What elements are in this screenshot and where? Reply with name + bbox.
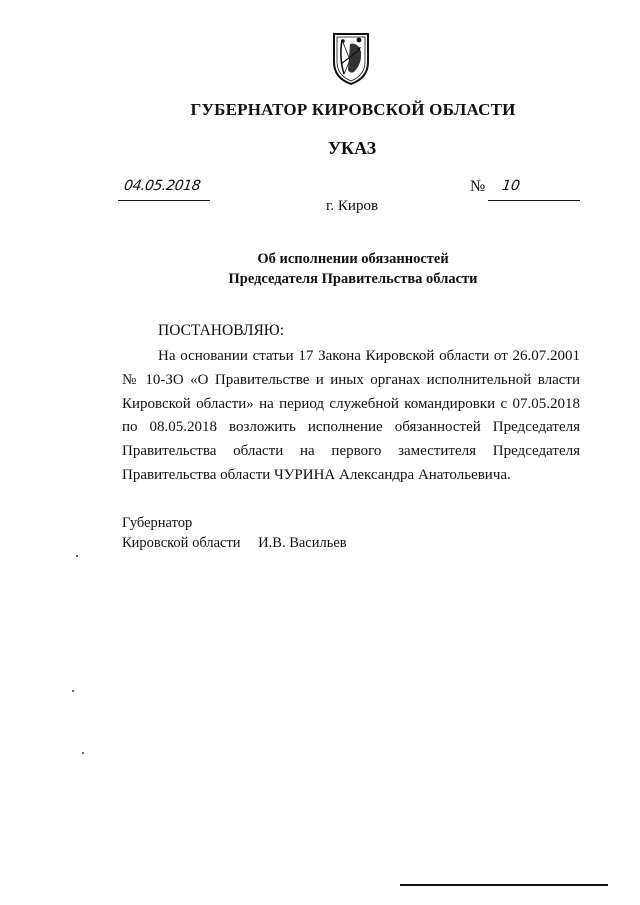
decree-word: ПОСТАНОВЛЯЮ: (158, 322, 285, 339)
city: г. Киров (325, 198, 379, 214)
number-label: № (470, 178, 486, 195)
subject-line-1: Об исполнении обязанностей (257, 251, 449, 267)
subject-line-2: Председателя Правительства области (228, 271, 478, 287)
signatory-region: Кировской области (122, 535, 241, 551)
scan-speck (72, 690, 74, 692)
document-type: УКАЗ (327, 138, 377, 158)
signatory-title-line-2 (122, 533, 347, 553)
document-number: 10 (500, 178, 521, 194)
signatory-title-line-1: Губернатор (122, 515, 193, 531)
document-date: 04.05.2018 (122, 178, 202, 194)
body-paragraph: На основании статьи 17 Закона Кировской области от 26.07.2001 № 10-ЗО «О Правительстве и иных органах исполнительной власти Кировской области» на период служебной командировки с 07.05.2018 по 08.05.2018 возложить исполнение обязанностей Председателя Правительства области на первого заместителя Председателя Правительства области ЧУРИНА Александра Анатольевича. (122, 348, 580, 483)
signature-block (122, 513, 347, 553)
scan-speck (76, 555, 78, 557)
issuing-authority: ГУБЕРНАТОР КИРОВСКОЙ ОБЛАСТИ (190, 100, 516, 119)
bottom-rule (400, 884, 608, 886)
coat-of-arms-icon (328, 30, 374, 86)
signatory-name: И.В. Васильев (258, 535, 347, 551)
scan-speck (82, 752, 84, 754)
document-subject (0, 249, 640, 289)
